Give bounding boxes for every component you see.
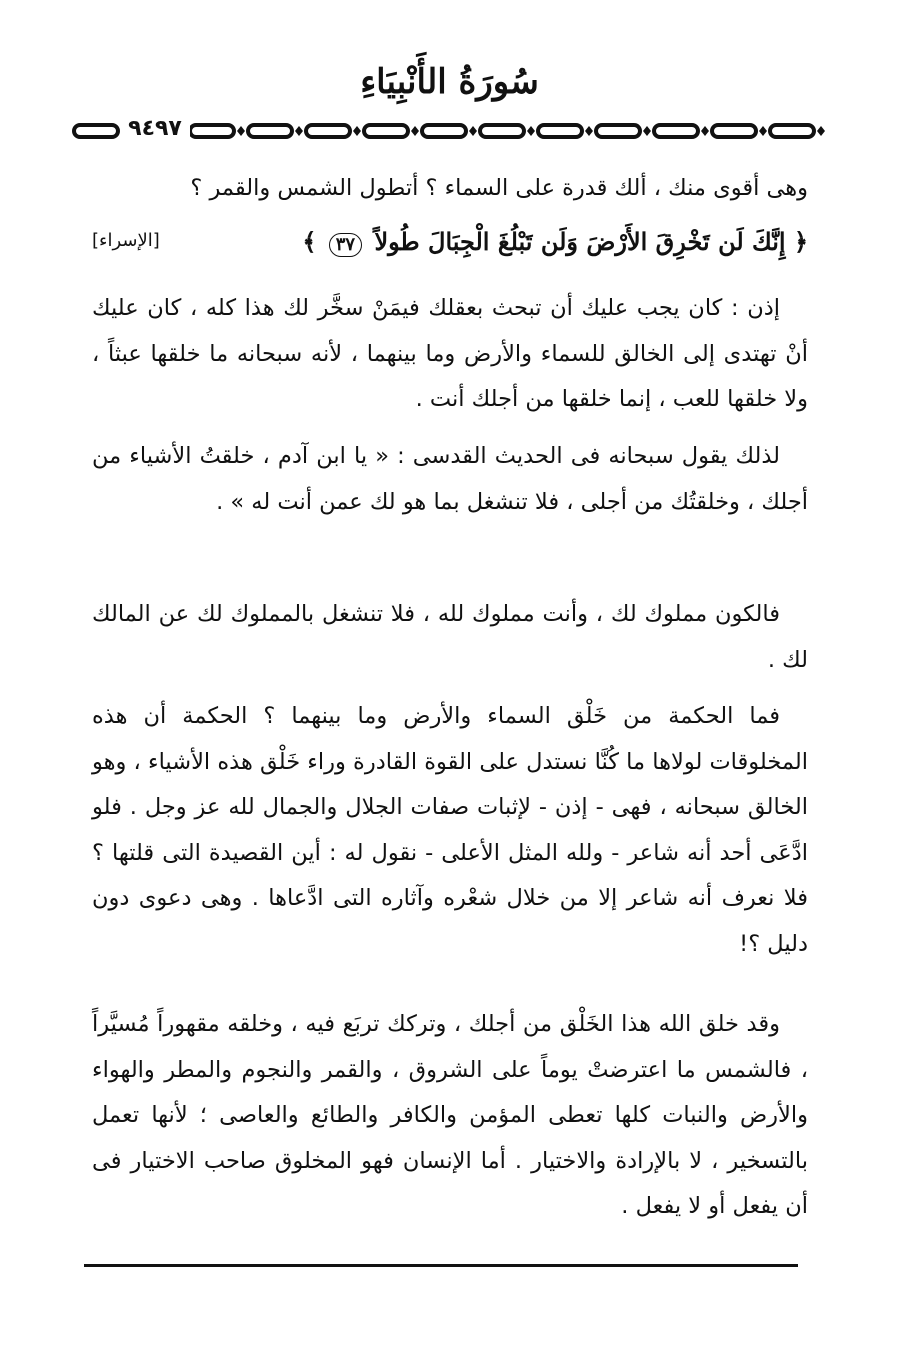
paragraph-text: لذلك يقول سبحانه فى الحديث القدسى : « يا ابن آدم ، خلقتُ الأشياء من أجلك ، وخلقتُك من أجلى ، فلا تنشغل بما هو لك عمن أنت له » .: [92, 443, 808, 515]
ornament-link: [538, 125, 582, 137]
ornament-link: [480, 125, 524, 137]
paragraph-4: [92, 694, 808, 967]
ornament-diamond: [411, 126, 419, 136]
ornament-diamond: [585, 126, 593, 136]
verse-open-bracket: ﴿: [793, 227, 808, 256]
ornament-diamond: [817, 126, 825, 136]
ornament-diamond: [643, 126, 651, 136]
paragraph-5: [92, 1002, 808, 1230]
ornament-link: [654, 125, 698, 137]
paragraph-1: [92, 286, 808, 423]
ornament-diamond: [295, 126, 303, 136]
paragraph-text: فما الحكمة من خَلْق السماء والأرض وما بينهما ؟ الحكمة أن هذه المخلوقات لولاها ما كُنَّا نستدل على القوة القادرة وراء خَلْق هذه الأشياء ، وهو الخالق سبحانه ، فهى - إذن - لإثبات صفات الجلال والجمال لله عز وجل . فلو ادَّعَى أحد أنه شاعر - ولله المثل الأعلى - نقول له : أين القصيدة التى قلتها ؟ فلا نعرف أنه شاعر إلا من خلال شعْره وآثاره التى ادَّعاها . وهى دعوى دون دليل ؟!: [92, 703, 808, 957]
verse-reference: [الإسراء]: [92, 230, 160, 251]
ornament-link: [74, 125, 118, 137]
ornament-link: [712, 125, 756, 137]
intro-line: وهى أقوى منك ، ألك قدرة على السماء ؟ أتطول الشمس والقمر ؟: [190, 175, 808, 201]
ornament-link: [596, 125, 640, 137]
verse-number: ٣٧: [329, 233, 362, 257]
ornament-link: [190, 125, 234, 137]
verse-text-line: [302, 222, 808, 262]
quran-verse: [92, 222, 808, 266]
ornament-link: [422, 125, 466, 137]
paragraph-3: [92, 592, 808, 683]
paragraph-text: فالكون مملوك لك ، وأنت مملوك لله ، فلا تنشغل بالمملوك لك عن المالك لك .: [92, 601, 808, 673]
page-number: ٩٤٩٧: [120, 116, 190, 142]
ornament-link: [306, 125, 350, 137]
ornament-diamond: [701, 126, 709, 136]
footer-rule: [84, 1264, 798, 1267]
ornament-link: [770, 125, 814, 137]
ornament-link: [364, 125, 408, 137]
ornament-link: [248, 125, 292, 137]
ornament-diamond: [353, 126, 361, 136]
paragraph-text: وقد خلق الله هذا الخَلْق من أجلك ، وتركك تربَع فيه ، وخلقه مقهوراً مُسيَّراً ، فالشمس ما اعترضتْ يوماً على الشروق ، والقمر والنجوم والمطر والهواء والأرض والنبات كلها تعطى المؤمن والكافر والطائع والعاصى ؛ لأنها تعمل بالتسخير ، لا بالإرادة والاختيار . أما الإنسان فهو المخلوق صاحب الاختيار فى أن يفعل أو لا يفعل .: [92, 1011, 808, 1219]
paragraph-text: إذن : كان يجب عليك أن تبحث بعقلك فيمَنْ سخَّر لك هذا كله ، كان عليك أنْ تهتدى إلى الخالق للسماء والأرض وما بينهما ، لأنه سبحانه ما خلقها عبثاً ، ولا خلقها للعب ، إنما خلقها من أجلك أنت .: [92, 295, 808, 412]
verse-text: إِنَّكَ لَن تَخْرِقَ الأَرْضَ وَلَن تَبْلُغَ الْجِبَالَ طُولاً: [374, 227, 786, 256]
ornament-diamond: [237, 126, 245, 136]
ornament-diamond: [527, 126, 535, 136]
ornament-diamond: [469, 126, 477, 136]
verse-close-bracket: ﴾: [302, 227, 317, 256]
surah-title: سُورَةُ الأَنْبِيَاءِ: [360, 62, 539, 102]
ornament-diamond: [759, 126, 767, 136]
paragraph-2: [92, 434, 808, 525]
